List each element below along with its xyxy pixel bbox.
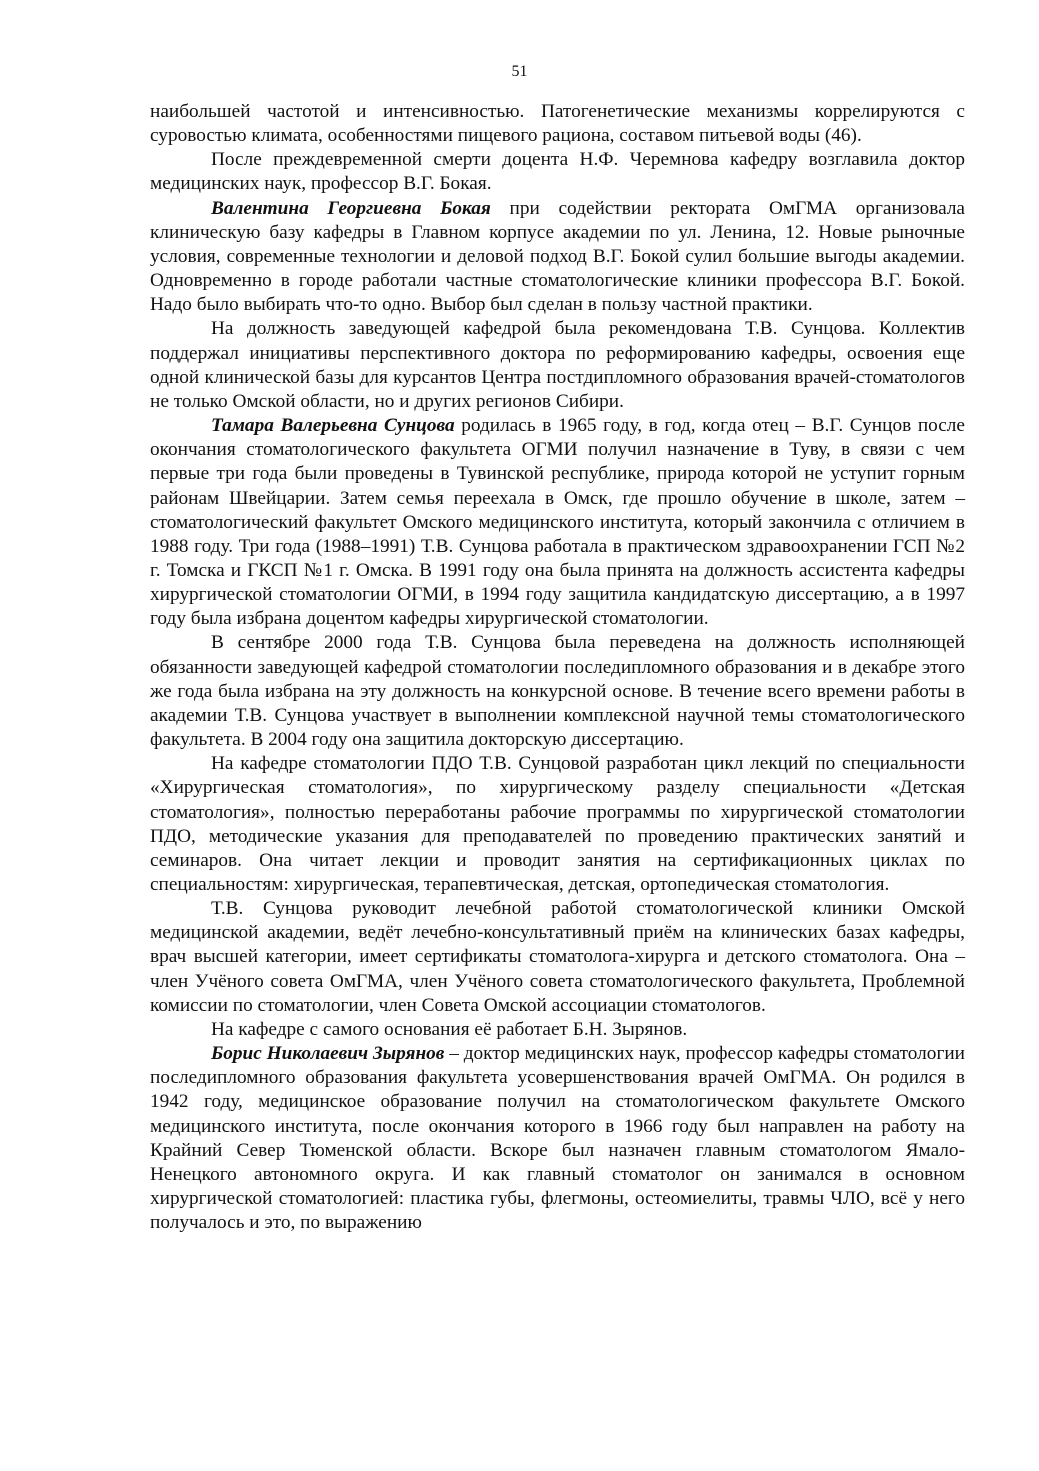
paragraph [150, 100, 965, 148]
paragraph [150, 897, 965, 1018]
paragraph-text: Т.В. Сунцова руководит лечебной работой стоматологической клиники Омской медицинской академии, ведёт лечебно-консультативный приём на клинических базах кафедры, врач высшей категории, имеет сертификаты стоматолога-хирурга и детского стоматолога. Она – член Учёного совета ОмГМА, член Учёного совета стоматологического факультета, Проблемной комиссии по стоматологии, член Совета Омской ассоциации стоматологов. [150, 898, 965, 1016]
paragraph [150, 1042, 965, 1235]
paragraph-text: На кафедре стоматологии ПДО Т.В. Сунцовой разработан цикл лекций по специальности «Хирургическая стоматология», по хирургическому разделу специальности «Детская стоматология», полностью переработаны рабочие программы по хирургической стоматологии ПДО, методические указания для преподавателей по проведению практических занятий и семинаров. Она читает лекции и проводит занятия на сертификационных циклах по специальностям: хирургическая, терапевтическая, детская, ортопедическая стоматология. [150, 753, 965, 895]
paragraph [150, 414, 965, 631]
person-name: Валентина Георгиевна Бокая [211, 197, 491, 219]
paragraph-text: – доктор медицинских наук, профессор кафедры стоматологии последипломного образования факультета усовершенствования врачей ОмГМА. Он родился в 1942 году, медицинское образование получил на стоматологическом факультете Омского медицинского института, после окончания которого в 1966 году был направлен на работу на Крайний Север Тюменской области. Вскоре был назначен главным стоматологом Ямало-Ненецкого автономного округа. И как главный стоматолог он занимался в основном хирургической стоматологией: пластика губы, флегмоны, остеомиелиты, травмы ЧЛО, всё у него получалось и это, по выражению [150, 1043, 965, 1234]
document-body [150, 100, 965, 1235]
paragraph-text: при содействии ректората ОмГМА организовала клиническую базу кафедры в Главном корпусе академии по ул. Ленина, 12. Новые рыночные условия, современные технологии и деловой подход В.Г. Бокой сулил большие выгоды академии. Одновременно в городе работали частные стоматологические клиники профессора В.Г. Бокой. Надо было выбирать что-то одно. Выбор был сделан в пользу частной практики. [150, 197, 965, 316]
paragraph-text: В сентябре 2000 года Т.В. Сунцова была переведена на должность исполняющей обязанности заведующей кафедрой стоматологии последипломного образования и в декабре этого же года была избрана на эту должность на конкурсной основе. В течение всего времени работы в академии Т.В. Сунцова участвует в выполнении комплексной научной темы стоматологического факультета. В 2004 году она защитила докторскую диссертацию. [150, 632, 965, 751]
paragraph [150, 197, 965, 318]
person-name: Борис Николаевич Зырянов [211, 1043, 445, 1065]
paragraph-text: родилась в 1965 году, в год, когда отец – В.Г. Сунцов после окончания стоматологического факультета ОГМИ получил назначение в Туву, в связи с чем первые три года были проведены в Тувинской республике, природа которой не уступит горным районам Швейцарии. Затем семья переехала в Омск, где прошло обучение в школе, затем – стоматологический факультет Омского медицинского института, который закончила с отличием в 1988 году. Три года (1988–1991) Т.В. Сунцова работала в практическом здравоохранении ГСП №2 г. Томска и ГКСП №1 г. Омска. В 1991 году она была принята на должность ассистента кафедры хирургической стоматологии ОГМИ, в 1994 году защитила кандидатскую диссертацию, а в 1997 году была избрана доцентом кафедры хирургической стоматологии. [150, 415, 965, 630]
paragraph-text: На кафедре с самого основания её работает Б.Н. Зырянов. [211, 1018, 688, 1040]
paragraph-text: наибольшей частотой и интенсивностью. Патогенетические механизмы коррелируются с суровостью климата, особенностями пищевого рациона, составом питьевой воды (46). [150, 101, 965, 147]
paragraph [150, 317, 965, 414]
paragraph [150, 752, 965, 897]
paragraph-text: На должность заведующей кафедрой была рекомендована Т.В. Сунцова. Коллектив поддержал инициативы перспективного доктора по реформированию кафедры, освоения еще одной клинической базы для курсантов Центра постдипломного образования врачей-стоматологов не только Омской области, но и других регионов Сибири. [150, 318, 965, 412]
page-number: 51 [511, 63, 528, 80]
person-name: Тамара Валерьевна Сунцова [211, 415, 455, 437]
paragraph [150, 148, 965, 196]
paragraph [150, 1018, 965, 1042]
paragraph-text: После преждевременной смерти доцента Н.Ф. Черемнова кафедру возглавила доктор медицинских наук, профессор В.Г. Бокая. [150, 149, 965, 195]
paragraph [150, 631, 965, 752]
